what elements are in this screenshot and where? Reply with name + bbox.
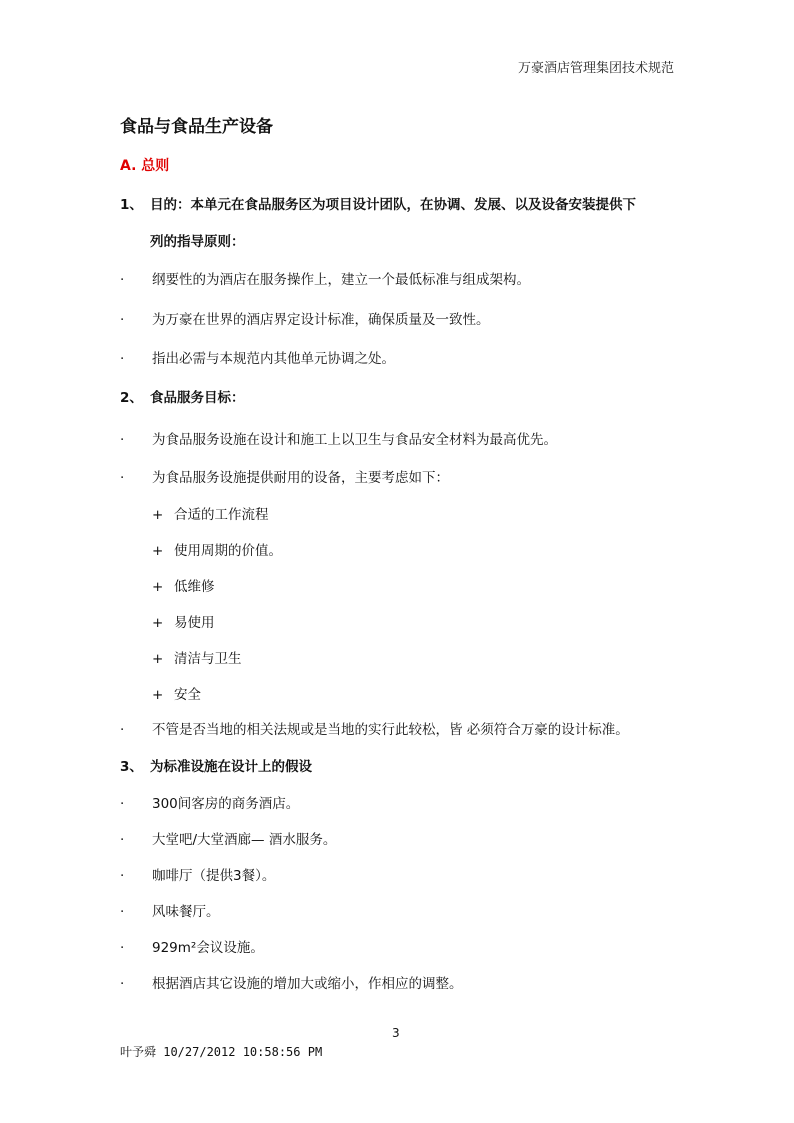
- item-3-bullet: · 风味餐厅。: [120, 904, 220, 920]
- item-2-subitem: + 易使用: [152, 615, 215, 631]
- item-3-bullet: · 根据酒店其它设施的增加大或缩小，作相应的调整。: [120, 976, 463, 992]
- item-1-heading: [120, 193, 636, 213]
- item-3-bullet: · 929m²会议设施。: [120, 940, 264, 956]
- item-2-bullet: · 为食品服务设施提供耐用的设备，主要考虑如下：: [120, 470, 449, 486]
- page-number: 3: [392, 1026, 400, 1040]
- plus-icon: +: [152, 579, 164, 595]
- item-1-number: 1、: [120, 197, 143, 213]
- item-3-bullet: · 大堂吧/大堂酒廊— 酒水服务。: [120, 832, 337, 848]
- bullet-glyph: ·: [120, 351, 125, 367]
- bullet-glyph: ·: [120, 868, 125, 884]
- bullet-glyph: ·: [120, 832, 125, 848]
- bullet-glyph: ·: [120, 796, 125, 812]
- plus-icon: +: [152, 687, 164, 703]
- bullet-glyph: ·: [120, 722, 125, 738]
- plus-icon: +: [152, 507, 164, 523]
- bullet-glyph: ·: [120, 312, 125, 328]
- plus-icon: +: [152, 615, 164, 631]
- item-2-subitem: + 清洁与卫生: [152, 651, 242, 667]
- bullet-glyph: ·: [120, 940, 125, 956]
- item-2-subitem: + 低维修: [152, 579, 215, 595]
- plus-icon: +: [152, 651, 164, 667]
- bullet-glyph: ·: [120, 272, 125, 288]
- item-1-bullet: · 指出必需与本规范内其他单元协调之处。: [120, 351, 395, 367]
- bullet-glyph: ·: [120, 432, 125, 448]
- plus-icon: +: [152, 543, 164, 559]
- item-3-number: 3、: [120, 759, 143, 775]
- bullet-glyph: ·: [120, 470, 125, 486]
- item-2-subitem: + 安全: [152, 687, 201, 703]
- bullet-glyph: ·: [120, 976, 125, 992]
- item-1-bullet: · 为万豪在世界的酒店界定设计标准，确保质量及一致性。: [120, 312, 490, 328]
- item-1-line2: 列的指导原则：: [150, 234, 245, 250]
- item-2-heading: 2、 食品服务目标：: [120, 386, 245, 406]
- item-2-bullet: · 为食品服务设施在设计和施工上以卫生与食品安全材料为最高优先。: [120, 432, 557, 448]
- bullet-glyph: ·: [120, 904, 125, 920]
- page-title: 食品与食品生产设备: [120, 117, 273, 137]
- document-header: 万豪酒店管理集团技术规范: [517, 61, 674, 76]
- item-3-bullet: · 咖啡厅（提供3餐）。: [120, 868, 276, 884]
- item-2-subitem: + 合适的工作流程: [152, 507, 269, 523]
- item-1-bullet: · 纲要性的为酒店在服务操作上，建立一个最低标准与组成架构。: [120, 272, 530, 288]
- item-3-bullet: · 300间客房的商务酒店。: [120, 796, 300, 812]
- document-footer: 叶予舜 10/27/2012 10:58:56 PM: [120, 1045, 323, 1059]
- item-2-subitem: + 使用周期的价值。: [152, 543, 282, 559]
- item-2-final-bullet: · 不管是否当地的相关法规或是当地的实行此较松，皆 必须符合万豪的设计标准。: [120, 722, 629, 738]
- item-2-number: 2、: [120, 390, 143, 406]
- item-3-heading: 3、 为标准设施在设计上的假设: [120, 755, 312, 775]
- section-a-heading: A. 总则: [120, 158, 170, 174]
- item-1-line1: 目的：本单元在食品服务区为项目设计团队，在协调、发展、以及设备安装提供下: [150, 197, 636, 213]
